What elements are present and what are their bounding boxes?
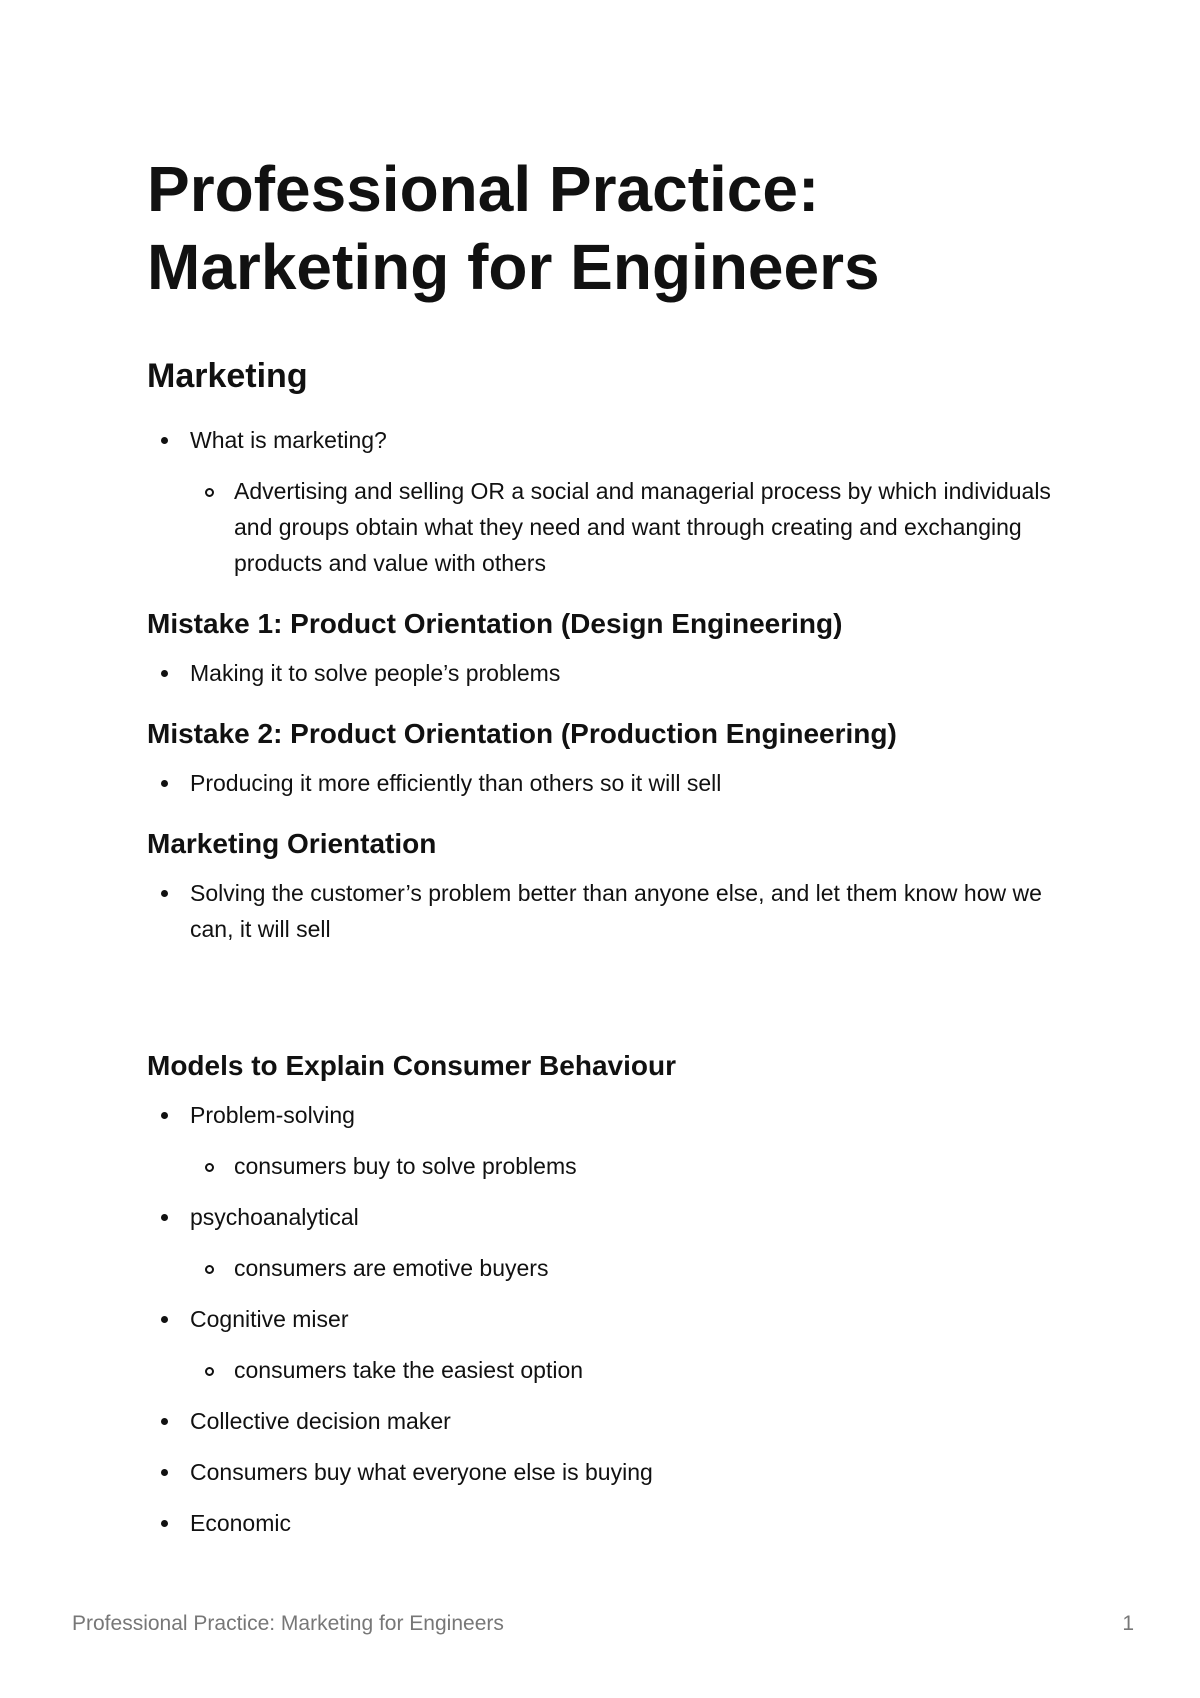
models-list <box>147 1097 1067 1541</box>
list-item-text: consumers are emotive buyers <box>234 1255 549 1281</box>
section-heading-models: Models to Explain Consumer Behaviour <box>147 1050 676 1081</box>
hollow-bullet-icon <box>205 1163 214 1172</box>
marketing-orientation-list <box>147 875 1067 947</box>
document-page <box>147 150 1067 1556</box>
list-item <box>147 875 1067 947</box>
page-footer <box>72 1612 1134 1636</box>
page-number: 1 <box>1122 1612 1134 1635</box>
section-heading-marketing-orientation: Marketing Orientation <box>147 828 437 859</box>
hollow-bullet-icon <box>205 488 214 497</box>
list-item <box>147 1301 1067 1337</box>
list-item <box>147 1505 1067 1541</box>
list-item-text: Producing it more efficiently than others so it will sell <box>190 770 722 796</box>
bullet-icon <box>161 890 168 897</box>
spacer <box>147 973 1067 1049</box>
bullet-icon <box>161 1112 168 1119</box>
bullet-icon <box>161 1214 168 1221</box>
list-item <box>147 655 1067 691</box>
list-item-text: Cognitive miser <box>190 1306 349 1332</box>
mistake-1-list <box>147 655 1067 691</box>
section-heading-mistake-2: Mistake 2: Product Orientation (Production Engineering) <box>147 718 897 749</box>
list-item-text: Problem-solving <box>190 1102 355 1128</box>
list-item-text: Advertising and selling OR a social and managerial process by which individuals and groups obtain what they need and want through creating and exchanging products and value with others <box>234 478 1051 576</box>
hollow-bullet-icon <box>205 1265 214 1274</box>
page-title-line-1: Professional Practice: <box>147 153 820 225</box>
list-item <box>147 1148 1067 1184</box>
list-item-text: Making it to solve people’s problems <box>190 660 561 686</box>
list-item-text: consumers buy to solve problems <box>234 1153 577 1179</box>
list-item-text: Economic <box>190 1510 291 1536</box>
list-item <box>147 1199 1067 1235</box>
bullet-icon <box>161 670 168 677</box>
bullet-icon <box>161 1418 168 1425</box>
list-item <box>147 1250 1067 1286</box>
bullet-icon <box>161 1469 168 1476</box>
list-item-text: What is marketing? <box>190 427 387 453</box>
list-item <box>147 1454 1067 1490</box>
section-heading-marketing: Marketing <box>147 357 308 395</box>
list-item-text: Collective decision maker <box>190 1408 451 1434</box>
mistake-2-list <box>147 765 1067 801</box>
bullet-icon <box>161 1316 168 1323</box>
list-item <box>147 765 1067 801</box>
list-item-text: consumers take the easiest option <box>234 1357 584 1383</box>
list-item-text: psychoanalytical <box>190 1204 359 1230</box>
footer-title: Professional Practice: Marketing for Engineers <box>72 1612 504 1635</box>
list-item <box>147 1403 1067 1439</box>
page-title-line-2: Marketing for Engineers <box>147 231 880 303</box>
page-title <box>147 150 1067 306</box>
list-item <box>147 1352 1067 1388</box>
list-item-text: Consumers buy what everyone else is buying <box>190 1459 653 1485</box>
bullet-icon <box>161 1520 168 1527</box>
marketing-list <box>147 422 1067 581</box>
section-heading-mistake-1: Mistake 1: Product Orientation (Design Engineering) <box>147 608 843 639</box>
list-item-text: Solving the customer’s problem better than anyone else, and let them know how we can, it will sell <box>190 880 1042 942</box>
list-item <box>147 422 1067 458</box>
bullet-icon <box>161 780 168 787</box>
hollow-bullet-icon <box>205 1367 214 1376</box>
list-item <box>147 473 1067 581</box>
list-item <box>147 1097 1067 1133</box>
bullet-icon <box>161 437 168 444</box>
